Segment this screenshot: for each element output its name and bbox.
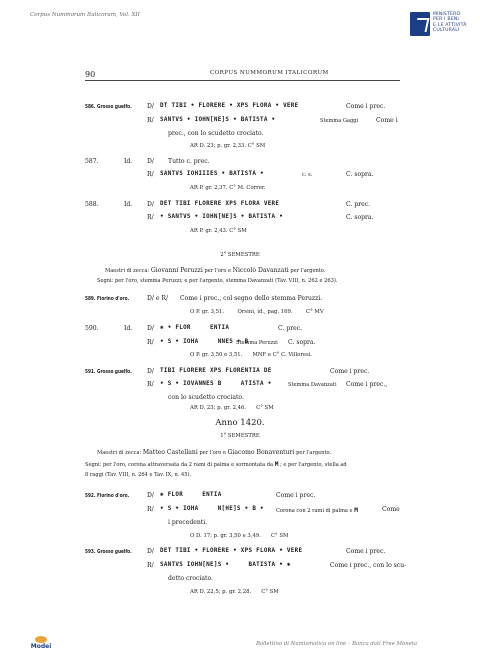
entry-number: 587. bbox=[85, 158, 99, 165]
coin-note: Corona con 2 rami di palma e M bbox=[276, 507, 358, 514]
side-mark: D/ bbox=[147, 548, 154, 555]
side-mark: D/ bbox=[147, 103, 154, 110]
side-mark: D/ bbox=[147, 158, 154, 165]
page-number: 90 bbox=[85, 70, 96, 79]
side-mark: D/ bbox=[147, 368, 154, 375]
coin-data: AR D. 22,5; p. gr. 2,28. C° SM bbox=[190, 589, 279, 595]
entry-number: 588. bbox=[85, 201, 99, 208]
side-mark: R/ bbox=[147, 214, 154, 221]
entry-number: 592. Fiorino d'oro. bbox=[85, 493, 130, 499]
coin-legend: DET TIBI • FLORERE • XPS FLORA • VERE bbox=[160, 548, 303, 554]
coin-description: Come i prec., bbox=[346, 381, 388, 388]
entry-number: 593. Grosso guelfo. bbox=[85, 549, 132, 555]
coin-legend: DET TIBI FLORERE XPS FLORA VERE bbox=[160, 201, 280, 207]
entry-number: 591. Grosso guelfo. bbox=[85, 369, 132, 375]
header-rule bbox=[85, 80, 400, 81]
coin-legend: ✱ • FLOR ENTIA bbox=[160, 325, 230, 331]
entry-id: Id. bbox=[124, 158, 133, 165]
coin-legend: SANTVS • IOHN[NE]S • BATISTA • bbox=[160, 117, 276, 123]
side-mark: D/ bbox=[147, 492, 154, 499]
page-title: CORPUS NUMMORUM ITALICORUM bbox=[210, 70, 329, 76]
entry-number: 590. bbox=[85, 325, 99, 332]
coin-description: Come i prec., col segno dello stemma Peruzzi. bbox=[180, 295, 323, 302]
coin-description: Tutto c. prec. bbox=[168, 158, 210, 165]
coin-legend: • SANTVS • IOHN[NE]S • BATISTA • bbox=[160, 214, 284, 220]
side-mark: R/ bbox=[147, 339, 154, 346]
ministry-logo bbox=[410, 10, 472, 46]
coin-data: AR P. gr. 2,43. C° SM bbox=[190, 228, 247, 234]
side-mark: R/ bbox=[147, 171, 154, 178]
coin-legend: SANTVS IOHIIIES • BATISTA • bbox=[160, 171, 264, 177]
side-mark: D/ bbox=[147, 325, 154, 332]
section-title: 1° SEMESTRE bbox=[220, 433, 260, 439]
side-mark: D/ bbox=[147, 201, 154, 208]
side-mark: R/ bbox=[147, 381, 154, 388]
mint-signs: Segni: per l'oro, corona attraversata da 2 rami di palma e sormontata da M ; e per l'argento, stella ad bbox=[85, 461, 347, 468]
coin-legend: • S • IOVANNES B ATISTA • bbox=[160, 381, 272, 387]
coin-description: con lo scudetto crociato. bbox=[168, 394, 244, 401]
side-mark: R/ bbox=[147, 562, 154, 569]
mint-masters: Maestri di zecca: Matteo Castellani per l'oro e Giacomo Bonaventuri per l'argento. bbox=[97, 449, 332, 456]
mint-masters: Maestri di zecca: Giovanni Peruzzi per l'oro e Niccolò Davanzati per l'argento. bbox=[105, 267, 326, 274]
coin-description: Come i prec. bbox=[346, 103, 386, 110]
coin-data: AR D. 23; p. gr. 2,46. C° SM bbox=[190, 405, 274, 411]
entry-number: 589. Fiorino d'oro. bbox=[85, 296, 130, 302]
mint-signs: 8 raggi (Tav. VIII, n. 264 e Tav. IX, n. 45). bbox=[85, 472, 192, 478]
coin-legend: • S • IOHA NNES • B bbox=[160, 339, 249, 345]
entry-number: 586. Grosso guelfo. bbox=[85, 104, 132, 110]
coin-icon bbox=[35, 636, 47, 643]
coin-legend: ✱ FLOR ENTIA bbox=[160, 492, 222, 498]
coin-description: C. prec. bbox=[346, 201, 371, 208]
coin-description: C. sopra. bbox=[346, 171, 374, 178]
coin-legend: TIBI FLORERE XPS FLORENTIA DE bbox=[160, 368, 272, 374]
coin-data: AR P. gr. 2,37. C° M. Correr. bbox=[190, 185, 266, 191]
coin-description: detto crociato. bbox=[168, 575, 213, 582]
coin-description: Come bbox=[382, 506, 400, 513]
coin-description: Come i prec., con lo scu- bbox=[330, 562, 407, 569]
coin-description: C. sopra. bbox=[346, 214, 374, 221]
coin-note: Stemma Davanzati bbox=[288, 382, 337, 388]
coin-description: C. sopra. bbox=[288, 339, 316, 346]
coin-data: O P. gr. 3,51. Orsini, id., pag. 169. C° MV bbox=[190, 309, 324, 315]
side-mark: D/ e R/ bbox=[147, 295, 169, 302]
coin-description: Come i bbox=[376, 117, 398, 124]
coin-note: Stemma Peruzzi bbox=[236, 340, 278, 346]
ministry-emblem-icon bbox=[410, 12, 430, 36]
year-heading: Anno 1420. bbox=[215, 418, 265, 428]
side-mark: R/ bbox=[147, 117, 154, 124]
coin-data: O D. 17; p. gr. 3,50 e 3,49. C° SM bbox=[190, 533, 289, 539]
mint-signs: Segni: per l'oro, stemma Peruzzi; e per l'argento, stemma Davanzati (Tav. VIII, n. 262 e 263). bbox=[97, 278, 338, 284]
journal-header: Corpus Nummorum Italicorum, Vol. XII bbox=[30, 12, 140, 18]
moneta-logo: Modei bbox=[26, 636, 56, 654]
section-title: 2° SEMESTRE bbox=[220, 252, 260, 258]
ministry-name: MINISTERO PER I BENI E LE ATTIVITÀ CULTURALI bbox=[433, 12, 467, 34]
coin-description: Come i prec. bbox=[330, 368, 370, 375]
coin-note: c. s. bbox=[302, 172, 313, 178]
entry-id: Id. bbox=[124, 325, 133, 332]
coin-description: i precedenti. bbox=[168, 519, 208, 526]
entry-id: Id. bbox=[124, 201, 133, 208]
coin-note: Stemma Gaggi bbox=[320, 118, 359, 124]
coin-data: AR D. 23; p. gr. 2,33. C° SM bbox=[190, 143, 266, 149]
coin-legend: • S • IOHA N[HE]S • B • bbox=[160, 506, 264, 512]
coin-description: prec., con lo scudetto crociato. bbox=[168, 130, 264, 137]
side-mark: R/ bbox=[147, 506, 154, 513]
coin-data: O P. gr. 3,50 e 3,51. MNF e C° C. Villoresi. bbox=[190, 352, 313, 358]
coin-legend: DT TIBI • FLORERE • XPS FLORA • VERE bbox=[160, 103, 299, 109]
coin-legend: SANTVS IOHN[NE]S • BATISTA • ✱ bbox=[160, 562, 291, 568]
coin-description: Come i prec. bbox=[346, 548, 386, 555]
coin-description: Come i prec. bbox=[276, 492, 316, 499]
coin-description: C. prec. bbox=[278, 325, 303, 332]
footer-text: Bollettino di Numismatica on line – Banca dati Free Moneta bbox=[256, 641, 418, 647]
